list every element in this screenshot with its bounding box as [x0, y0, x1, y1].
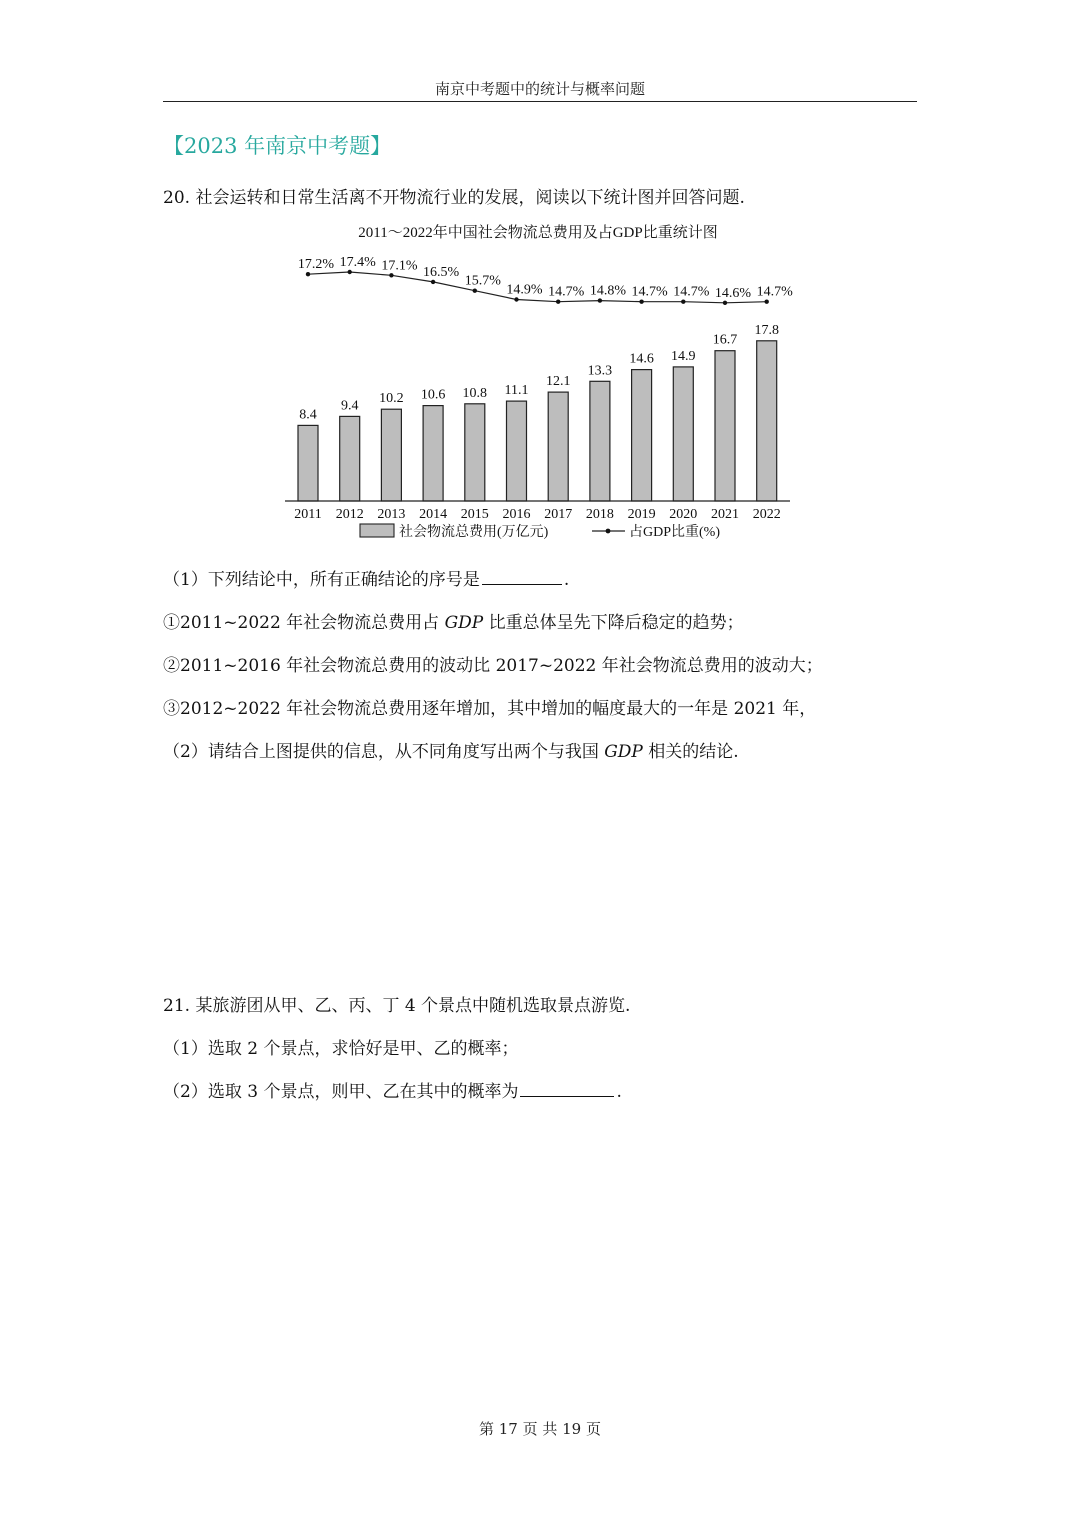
gdp-line-group: [298, 255, 793, 305]
gdp-share-point: [765, 300, 769, 304]
q21-part2-pre: （2）选取 3 个景点，则甲、乙在其中的概率为: [163, 1082, 519, 1102]
bar: [298, 425, 318, 501]
q20-part1-end: .: [563, 570, 570, 590]
x-tick-label: 2015: [460, 507, 489, 522]
gdp-share-label: 17.1%: [381, 258, 418, 274]
bar-group: [298, 323, 779, 501]
page-footer: 第 17 页 共 19 页: [478, 1420, 601, 1438]
x-tick-label: 2022: [752, 507, 781, 522]
x-tick-label: 2018: [585, 507, 614, 522]
gdp-share-label: 15.7%: [464, 273, 501, 289]
bar-value-label: 14.6: [629, 351, 654, 367]
gdp-share-point: [473, 289, 477, 293]
gdp-share-label: 14.7%: [756, 284, 793, 300]
x-tick-label: 2011: [294, 507, 322, 522]
q20-part2-pre: （2）请结合上图提供的信息，从不同角度写出两个与我国: [163, 742, 605, 762]
bar-value-label: 16.7: [712, 332, 738, 348]
bar: [673, 367, 693, 501]
answer-blank-2[interactable]: [520, 1078, 614, 1097]
gdp-share-label: 17.2%: [297, 257, 335, 273]
gdp-share-point: [556, 300, 560, 304]
x-tick-label: 2017: [544, 507, 573, 522]
bar: [381, 409, 401, 501]
x-tick-label: 2020: [669, 507, 698, 522]
gdp-share-label: 17.4%: [339, 255, 376, 270]
legend-line-marker: [606, 529, 611, 534]
answer-blank-1[interactable]: [482, 566, 562, 585]
gdp-share-label: 14.7%: [673, 284, 710, 300]
bar-value-label: 12.1: [545, 374, 571, 390]
bar: [590, 381, 610, 501]
gdp-share-label: 14.7%: [548, 284, 585, 300]
gdp-share-point: [723, 301, 727, 305]
legend-line-label: 占GDP比重(%): [629, 525, 720, 540]
bar: [632, 370, 652, 501]
bar: [507, 401, 527, 501]
gdp-share-point: [681, 300, 685, 304]
bar-value-label: 10.8: [462, 385, 488, 401]
gdp-term: GDP: [444, 613, 484, 633]
bar: [423, 406, 443, 501]
bar: [757, 341, 777, 501]
x-axis: [285, 501, 790, 522]
page-header: 南京中考题中的统计与概率问题: [434, 80, 645, 98]
x-tick-label: 2013: [377, 507, 406, 522]
gdp-share-point: [389, 273, 393, 277]
bar: [465, 404, 485, 501]
statement-1-pre: ①2011~2022 年社会物流总费用占: [163, 613, 445, 633]
bar-value-label: 9.4: [340, 398, 359, 414]
bar: [548, 392, 568, 501]
q20-part2-post: 相关的结论.: [642, 742, 739, 762]
x-tick-label: 2012: [335, 507, 364, 522]
q20-part2: [163, 737, 739, 762]
x-tick-label: 2014: [419, 507, 448, 522]
bar-value-label: 8.4: [299, 407, 317, 423]
q20-statement-2: ②2011~2016 年社会物流总费用的波动比 2017~2022 年社会物流总费用的波动大；: [163, 656, 823, 676]
gdp-share-label: 14.8%: [589, 283, 626, 299]
q20-part1: [163, 565, 569, 590]
chart-title: 2011～2022年中国社会物流总费用及占GDP比重统计图: [358, 225, 718, 241]
q20-part1-text: （1）下列结论中，所有正确结论的序号是: [163, 570, 480, 590]
gdp-share-point: [431, 280, 435, 284]
q20-stem: 20. 社会运转和日常生活离不开物流行业的发展，阅读以下统计图并回答问题.: [163, 188, 745, 208]
bar: [715, 351, 735, 501]
logistics-chart: [280, 215, 820, 550]
x-tick-label: 2016: [502, 507, 531, 522]
bar-value-label: 11.1: [504, 383, 529, 399]
gdp-share-point: [639, 300, 643, 304]
gdp-share-point: [306, 272, 310, 276]
q20-statement-1: [163, 608, 744, 633]
q20-statement-3: ③2012~2022 年社会物流总费用逐年增加，其中增加的幅度最大的一年是 2021 年，: [163, 699, 817, 719]
bar-value-label: 10.2: [379, 391, 404, 407]
gdp-share-label: 14.9%: [506, 282, 543, 298]
bar-value-label: 10.6: [420, 387, 446, 403]
x-tick-label: 2021: [711, 507, 739, 522]
gdp-term: GDP: [604, 742, 643, 762]
bar: [340, 416, 360, 501]
q21-part2: [163, 1077, 622, 1102]
gdp-share-point: [514, 297, 518, 301]
gdp-share-point: [598, 298, 602, 302]
legend-bar-label: 社会物流总费用(万亿元): [399, 525, 549, 540]
gdp-share-label: 14.7%: [631, 284, 668, 300]
bar-value-label: 17.8: [754, 322, 779, 338]
bar-value-label: 14.9: [671, 348, 696, 364]
legend-bar-swatch: [360, 524, 394, 537]
header-rule: [163, 101, 917, 102]
bar-value-label: 13.3: [587, 363, 613, 379]
x-tick-label: 2019: [627, 507, 656, 522]
gdp-share-point: [348, 270, 352, 274]
gdp-share-label: 14.6%: [714, 285, 752, 301]
gdp-share-label: 16.5%: [423, 264, 460, 280]
q21-part2-end: .: [616, 1082, 622, 1102]
statement-1-post: 比重总体呈先下降后稳定的趋势；: [483, 613, 744, 633]
legend: [360, 523, 720, 540]
section-title: 【2023 年南京中考题】: [163, 134, 392, 158]
q21-part1: （1）选取 2 个景点，求恰好是甲、乙的概率；: [163, 1039, 519, 1059]
q21-stem: 21. 某旅游团从甲、乙、丙、丁 4 个景点中随机选取景点游览.: [163, 996, 631, 1016]
